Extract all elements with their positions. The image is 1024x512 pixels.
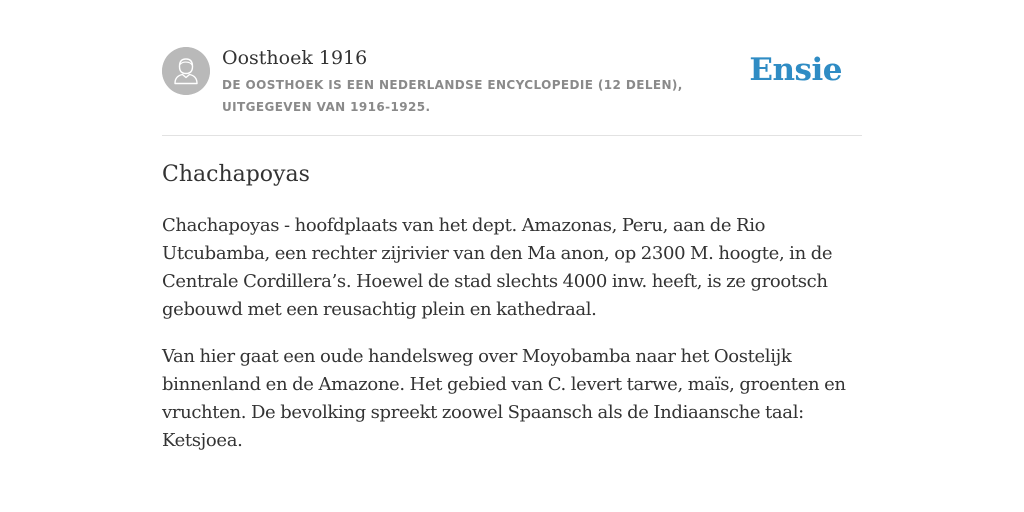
- article-paragraph: Chachapoyas - hoofdplaats van het dept. Amazonas, Peru, aan de Rio Utcubamba, een rechter zijrivier van den Ma anon, op 2300 M. hoogte, in de Centrale Cordillera’s. Hoewel de stad slechts 4000 inw. heeft, is ze grootsch gebouwd met een reusachtig plein en kathedraal.: [162, 215, 833, 320]
- article-title: Chachapoyas: [162, 162, 310, 187]
- source-description: DE OOSTHOEK IS EEN NEDERLANDSE ENCYCLOPEDIE (12 DELEN), UITGEGEVEN VAN 1916-1925.: [222, 78, 683, 114]
- article: [162, 158, 852, 474]
- source-header: [162, 46, 862, 136]
- divider: [162, 135, 862, 136]
- source-title[interactable]: Oosthoek 1916: [222, 47, 368, 69]
- user-avatar-icon[interactable]: [162, 47, 210, 95]
- ensie-logo[interactable]: Ensie: [749, 52, 842, 88]
- article-paragraph: Van hier gaat een oude handelsweg over Moyobamba naar het Oostelijk binnenland en de Amazone. Het gebied van C. levert tarwe, maïs, groenten en vruchten. De bevolking spreekt zoowel Spaansch als de Indiaansche taal: Ketsjoea.: [162, 346, 846, 451]
